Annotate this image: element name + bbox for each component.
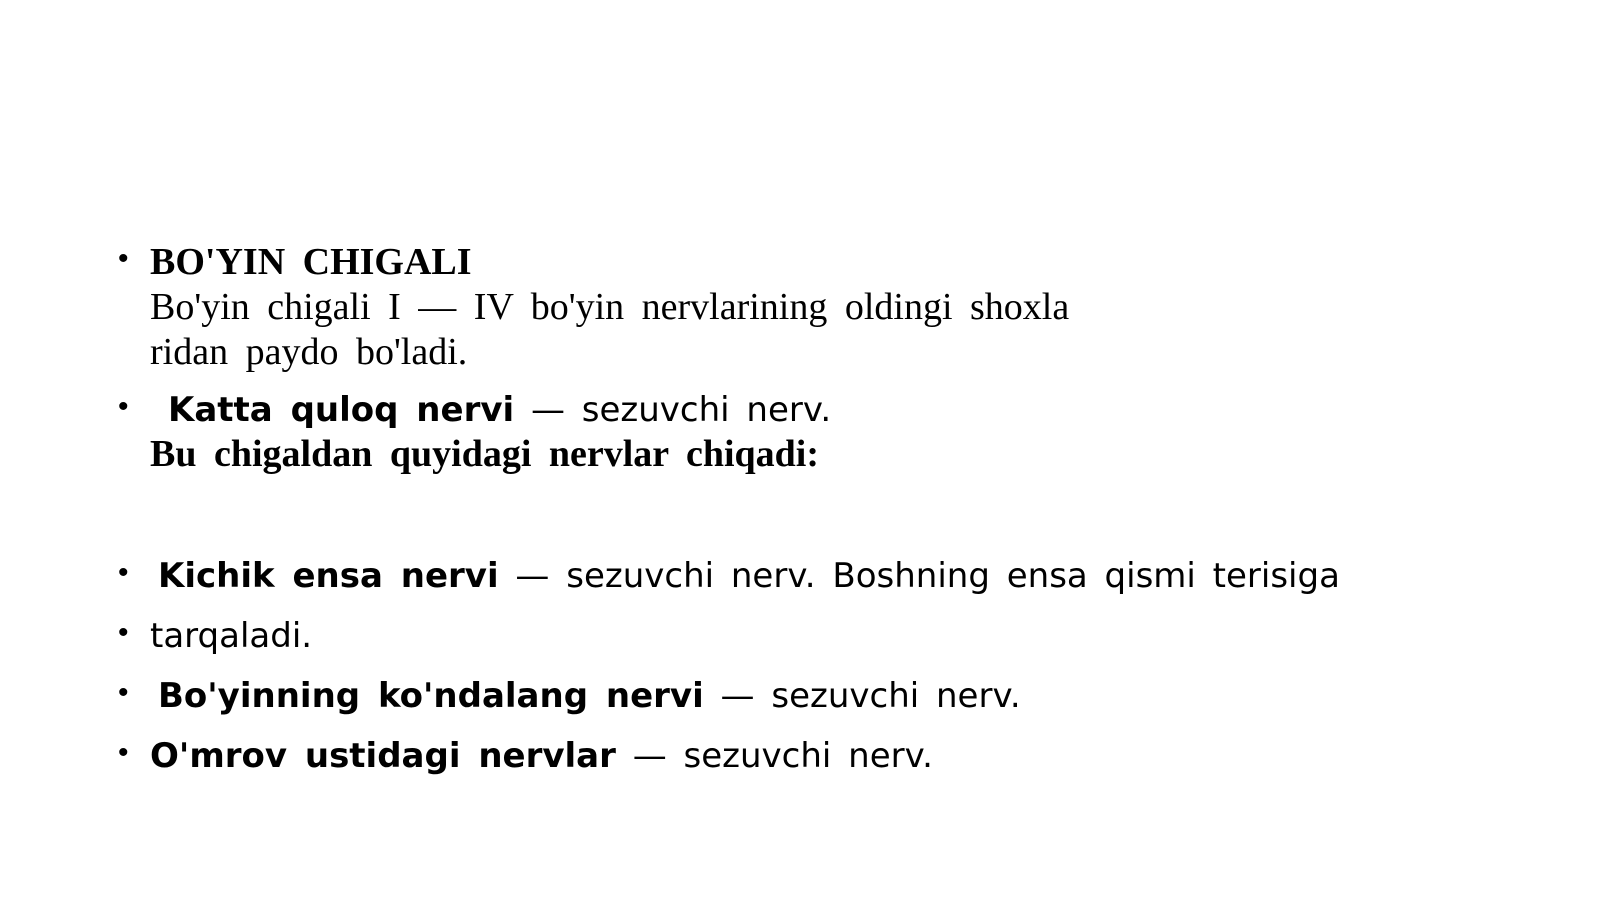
body-text: tarqaladi.	[150, 616, 313, 656]
bullet-dot: •	[118, 616, 129, 649]
nerve-term: Katta quloq nervi	[168, 390, 515, 430]
body-text-line: Bo'yin chigali I — IV bo'yin nervlarining oldingi shoxla	[150, 286, 1070, 328]
nerve-entry	[150, 554, 1340, 598]
bullet-dot: •	[118, 242, 129, 275]
bullet-dot: •	[118, 676, 129, 709]
nerve-description: — sezuvchi nerv.	[615, 736, 933, 776]
bullet-content	[150, 388, 831, 477]
subheading: Bu chigaldan quyidagi nervlar chiqadi:	[150, 433, 820, 475]
nerve-entry	[150, 734, 933, 778]
bullet-dot: •	[118, 390, 129, 423]
bullet-dot: •	[118, 736, 129, 769]
nerve-description: — sezuvchi nerv.	[703, 676, 1021, 716]
nerve-entry	[150, 674, 1021, 718]
bullet-dot: •	[118, 556, 129, 589]
bullet-content	[150, 240, 1069, 375]
nerve-term: Bo'yinning ko'ndalang nervi	[158, 676, 704, 716]
nerve-entry	[150, 388, 831, 432]
nerve-term: O'mrov ustidagi nervlar	[150, 736, 616, 776]
nerve-term: Kichik ensa nervi	[158, 556, 499, 596]
nerve-description: — sezuvchi nerv. Boshning ensa qismi terisiga	[498, 556, 1340, 596]
body-text-line: ridan paydo bo'ladi.	[150, 331, 468, 373]
section-heading: BO'YIN CHIGALI	[150, 241, 472, 283]
nerve-description: — sezuvchi nerv.	[514, 390, 832, 430]
